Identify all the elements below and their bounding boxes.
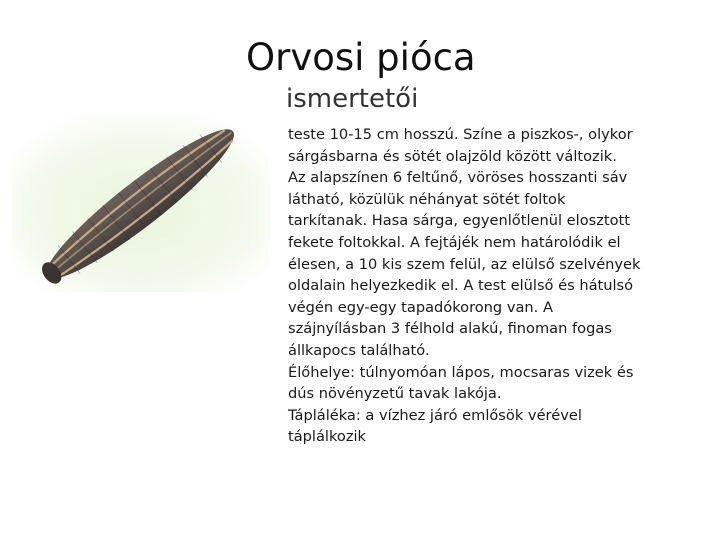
description-text bbox=[288, 124, 658, 448]
description-line: teste 10-15 cm hosszú. Színe a piszkos-, olykor bbox=[288, 126, 633, 143]
description-line: fekete foltokkal. A fejtájék nem határolódik el bbox=[288, 233, 621, 251]
slide-subtitle: ismertetői bbox=[286, 84, 419, 114]
description-line: oldalain helyezkedik el. A test elülső és hátulsó bbox=[288, 277, 634, 295]
description-line: látható, közülük néhányat sötét foltok bbox=[288, 190, 566, 208]
description-line: Az alapszínen 6 feltűnő, vöröses hosszanti sáv bbox=[288, 169, 628, 187]
slide-title: Orvosi pióca bbox=[246, 36, 476, 79]
description-line: élesen, a 10 kis szem felül, az elülső szelvények bbox=[288, 255, 641, 273]
description-line: tarkítanak. Hasa sárga, egyenlőtlenül elosztott bbox=[288, 212, 630, 230]
diet-line: Tápláléka: a vízhez járó emlősök vérével bbox=[288, 406, 582, 424]
description-line: sárgásbarna és sötét olajzöld között változik. bbox=[288, 147, 617, 165]
habitat-line: dús növényzetű tavak lakója. bbox=[288, 385, 502, 403]
diet-line: táplálkozik bbox=[288, 428, 367, 446]
description-line: végén egy-egy tapadókorong van. A bbox=[288, 298, 553, 316]
habitat-line: Élőhelye: túlnyomóan lápos, mocsaras vizek és bbox=[288, 363, 634, 381]
description-line: állkapocs található. bbox=[288, 341, 430, 359]
leech-illustration bbox=[12, 112, 270, 292]
leech-image bbox=[12, 112, 270, 292]
description-line: szájnyílásban 3 félhold alakú, finoman fogas bbox=[288, 320, 612, 338]
